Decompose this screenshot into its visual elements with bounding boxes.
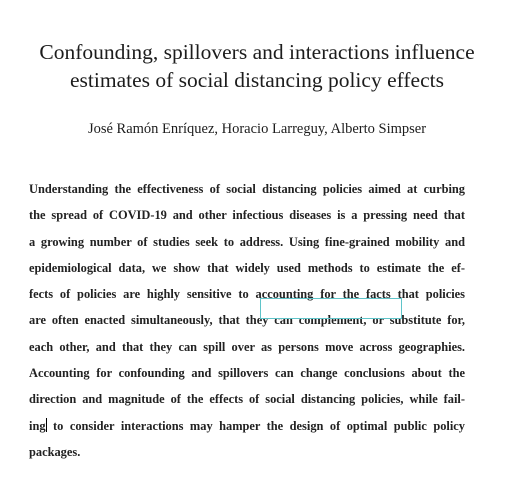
abstract-line-3: a growing number of studies seek to address. Using fine-grained mobility and [29, 234, 465, 249]
abstract-line-10 [29, 413, 465, 439]
abstract-line-11: packages. [29, 444, 81, 459]
abstract-line-8: Accounting for confounding and spillovers can change conclusions about the [29, 366, 465, 381]
abstract-line-10-rest: to consider interactions may hamper the design of optimal public policy [53, 418, 465, 433]
abstract-line-1: Understanding the effectiveness of social distancing policies aimed at curbing [29, 182, 465, 196]
abstract-line-2: the spread of COVID-19 and other infectious diseases is a pressing need that [29, 208, 465, 223]
paper-title-line-1: Confounding, spillovers and interactions influence [39, 40, 475, 64]
abstract-line-10-prefix: ing [29, 418, 46, 433]
paper-title [0, 38, 514, 94]
text-selection-box[interactable] [260, 298, 402, 319]
abstract-text[interactable] [29, 176, 465, 465]
abstract-line-6: are often enacted simultaneously, that they can complement, or substitute for, [29, 313, 465, 328]
abstract-line-7: each other, and that they can spill over as persons move across geographies. [29, 339, 465, 354]
abstract-line-9: direction and magnitude of the effects of social distancing policies, while fail- [29, 392, 465, 407]
author-list: José Ramón Enríquez, Horacio Larreguy, Alberto Simpser [87, 121, 427, 137]
abstract-line-4: epidemiological data, we show that widely used methods to estimate the ef- [29, 260, 465, 275]
paper-title-line-2: estimates of social distancing policy effects [70, 68, 444, 92]
abstract-line-5: fects of policies are highly sensitive to accounting for the facts that policies [29, 287, 465, 302]
text-cursor [46, 418, 47, 432]
